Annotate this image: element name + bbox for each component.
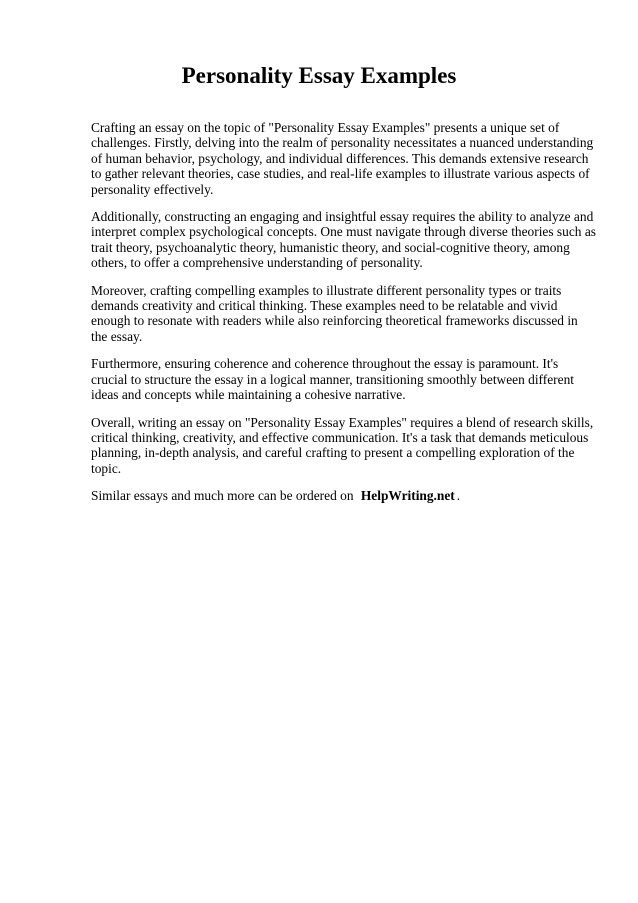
paragraph-5: Overall, writing an essay on "Personality Essay Examples" requires a blend of research skills, critical thinking, creativity, and effective communication. It's a task that demands meticulous planning, in-depth analysis, and careful crafting to present a compelling exploration of the topic.	[91, 414, 594, 476]
paragraph-4: Furthermore, ensuring coherence and coherence throughout the essay is paramount. It's crucial to structure the essay in a logical manner, transitioning smoothly between different ideas and concepts while maintaining a cohesive narrative.	[91, 356, 574, 403]
paragraph-2: Additionally, constructing an engaging and insightful essay requires the ability to analyze and interpret complex psychological concepts. One must navigate through diverse theories such as trait theory, psychoanalytic theory, humanistic theory, and social-cognitive theory, among others, to offer a comprehensive understanding of personality.	[91, 209, 596, 271]
closing-line	[91, 488, 596, 503]
page-title: Personality Essay Examples	[181, 63, 457, 88]
closing-suffix: .	[456, 488, 461, 504]
closing-prefix: Similar essays and much more can be ordered on	[91, 488, 354, 504]
paragraph-1: Crafting an essay on the topic of "Personality Essay Examples" presents a unique set of challenges. Firstly, delving into the realm of personality necessitates a nuanced understanding of human behavior, psychology, and individual differences. This demands extensive research to gather relevant theories, case studies, and real-life examples to illustrate various aspects of personality effectively.	[91, 120, 594, 197]
brand-link[interactable]: HelpWriting.net	[360, 488, 455, 504]
paragraph-3: Moreover, crafting compelling examples to illustrate different personality types or traits demands creativity and critical thinking. These examples need to be relatable and vivid enough to resonate with readers while also reinforcing theoretical frameworks discussed in the essay.	[91, 282, 578, 344]
essay-body	[91, 120, 596, 504]
